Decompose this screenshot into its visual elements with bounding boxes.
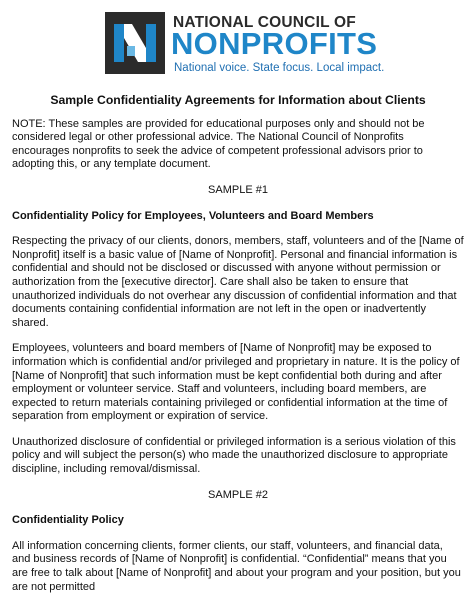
org-name-line1: NATIONAL COUNCIL OF bbox=[173, 14, 356, 31]
document-title: Sample Confidentiality Agreements for Information about Clients bbox=[50, 93, 426, 107]
sample-1-paragraph-2: Employees, volunteers and board members of [Name of Nonprofit] may be exposed to information which is confidential and/or privileged and proprietary in nature. It is the policy of [Name of Nonprofit] that such information must be kept confidential both during and after employment or volunteer service. Staff and volunteers, including board members, are expected to return materials containing privileged or confidential information at the time of separation from employment or expiration of service. bbox=[12, 342, 460, 423]
ncn-logo-icon bbox=[105, 12, 165, 74]
document-body bbox=[12, 94, 464, 606]
header bbox=[0, 0, 474, 84]
sample-1-label: SAMPLE #1 bbox=[208, 183, 268, 196]
sample-1-heading: Confidentiality Policy for Employees, Volunteers and Board Members bbox=[12, 209, 374, 222]
disclaimer-note: NOTE: These samples are provided for educational purposes only and should not be considered legal or other professional advice. The National Council of Nonprofits encourages nonprofits to seek the advice of competent professional advisors prior to adopting this, or any template document. bbox=[12, 117, 425, 171]
sample-1-paragraph-3: Unauthorized disclosure of confidential or privileged information is a serious violation of this policy and will subject the person(s) who made the unauthorized disclosure to appropriate discipline, including removal/dismissal. bbox=[12, 435, 456, 476]
sample-2-heading: Confidentiality Policy bbox=[12, 514, 124, 527]
sample-2-paragraph-1: All information concerning clients, former clients, our staff, volunteers, and financial data, and business records of [Name of Nonprofit] is confidential. “Confidential” means that you are free to talk about [Name of Nonprofit] and about your program and your position, but you are not permitted bbox=[12, 539, 461, 593]
org-name-line2: NONPROFITS bbox=[171, 26, 378, 61]
org-tagline: National voice. State focus. Local impact. bbox=[174, 62, 385, 74]
sample-2-label: SAMPLE #2 bbox=[208, 488, 268, 501]
sample-1-paragraph-1: Respecting the privacy of our clients, donors, members, staff, volunteers and of the [Name of Nonprofit] itself is a basic value of [Name of Nonprofit]. Personal and financial information is confidential and should not be disclosed or discussed with anyone without permission or authorization from the [executive director]. Care shall also be taken to ensure that unauthorized individuals do not overhear any discussion of confidential information and that documents containing confidential information are not left in the open or inadvertently shared. bbox=[12, 235, 464, 329]
